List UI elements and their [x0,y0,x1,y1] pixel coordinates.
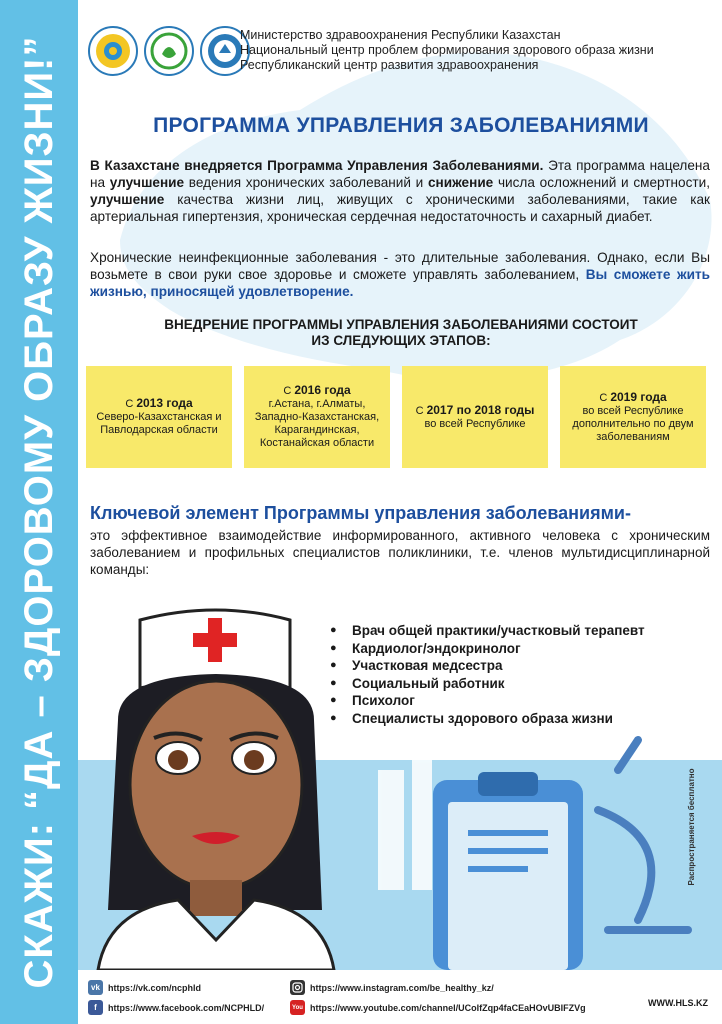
logos [88,26,250,76]
stage-text: Северо-Казахстанская и Павлодарская области [96,411,222,436]
free-distribution-note: Распространяется бесплатно [687,768,696,886]
youtube-url[interactable]: https://www.youtube.com/channel/UCoIfZqp4faCEaHOvUBIFZVg [310,1002,586,1013]
list-item: ● Врач общей практики/участковый терапевт [330,622,645,640]
list-item: ● Участковая медсестра [330,657,645,675]
facebook-url[interactable]: https://www.facebook.com/NCPHLD/ [108,1002,265,1013]
intro-text-4: качества жизни лиц, живущих с хроническими заболеваниями, такие как артериальная гипертензия, хроническая сердечная недостаточность и сахарный диабет. [90,192,710,224]
website-link[interactable]: WWW.HLS.KZ [648,998,708,1008]
stages-heading-line-2: ИЗ СЛЕДУЮЩИХ ЭТАПОВ: [311,333,491,348]
list-item: ● Специалисты здорового образа жизни [330,710,645,728]
vk-url[interactable]: https://vk.com/ncphld [108,982,202,993]
key-element-title: Ключевой элемент Программы управления заболеваниями- [90,503,631,523]
instagram-link[interactable] [290,980,494,995]
intro-text-1: Эта программа нацелена на [90,158,710,190]
intro-bold-1: улучшение [109,175,185,190]
vk-icon: vk [88,980,103,995]
side-slogan: СКАЖИ: “ДА – ЗДОРОВОМУ ОБРАЗУ ЖИЗНИ!” [17,35,61,989]
ncd-paragraph [90,249,710,300]
list-item: ● Социальный работник [330,675,645,693]
page-title: ПРОГРАММА УПРАВЛЕНИЯ ЗАБОЛЕВАНИЯМИ [153,114,649,137]
ncd-highlight: Вы сможете жить жизнью, приносящей удовлетворение. [90,267,710,299]
stage-text: г.Астана, г.Алматы, Западно-Казахстанская, Карагандинская, Костанайская области [254,398,380,449]
stage-prefix: С [283,385,295,397]
nurse-figure-icon [98,610,334,970]
stage-card-2019 [560,366,706,468]
stage-year: 2017 по 2018 годы [426,402,535,417]
stage-year: 2016 года [294,383,351,397]
instagram-url[interactable]: https://www.instagram.com/be_healthy_kz/ [310,982,494,993]
stage-card-2017-2018 [402,366,548,468]
stage-card-2016 [244,366,390,468]
header-line-ministry: Министерство здравоохранения Республики Казахстан [240,28,561,42]
youtube-link[interactable] [290,1000,586,1015]
header-line-ncphld: Национальный центр проблем формирования здорового образа жизни [240,43,654,57]
team-list [330,622,645,728]
list-item: ● Кардиолог/эндокринолог [330,640,645,658]
ncd-text: Хронические неинфекционные заболевания - это длительные заболевания. Однако, если Вы возьмете в свои руки свое здоровье и сможете управлять заболеванием, [90,250,710,282]
list-item: ● Психолог [330,692,645,710]
stage-prefix: С [599,391,611,404]
stage-text: во всей Республике дополнительно по двум заболеваниям [572,404,694,443]
intro-bold-2: снижение [427,175,494,190]
stage-year: 2013 года [136,396,193,410]
footer [78,970,722,1024]
stage-text: во всей Республике [424,417,526,430]
instagram-icon [290,980,305,995]
stage-prefix: С [415,404,427,417]
stage-prefix: С [125,398,137,410]
intro-text-2: ведения хронических заболеваний и [184,175,428,190]
stage-year: 2019 года [610,389,667,404]
key-element-text: это эффективное взаимодействие информированного, активного человека с хроническим заболеванием и профильных специалистов поликлиники, т.е. членов мультидисциплинарной команды: [90,528,710,577]
facebook-icon: f [88,1000,103,1015]
header-line-rchd: Республиканский центр развития здравоохранения [240,58,539,72]
ministry-emblem-icon [88,26,138,76]
youtube-icon: You [290,1000,305,1015]
stages-heading-line-1: ВНЕДРЕНИЕ ПРОГРАММЫ УПРАВЛЕНИЯ ЗАБОЛЕВАНИЯМИ СОСТОИТ [164,317,638,332]
healthy-lifestyle-center-logo-icon [144,26,194,76]
header-organizations [240,28,654,73]
stage-card-2013 [86,366,232,468]
facebook-link[interactable] [88,1000,264,1015]
vk-link[interactable] [88,980,201,995]
stages-heading [80,317,722,349]
intro-lead: В Казахстане внедряется Программа Управления Заболеваниями. [90,158,544,173]
intro-paragraph [90,157,710,225]
intro-bold-3: улучшение [90,192,165,207]
clipboard-icon [433,772,583,970]
intro-text-3: числа осложнений и смертности, [493,175,710,190]
